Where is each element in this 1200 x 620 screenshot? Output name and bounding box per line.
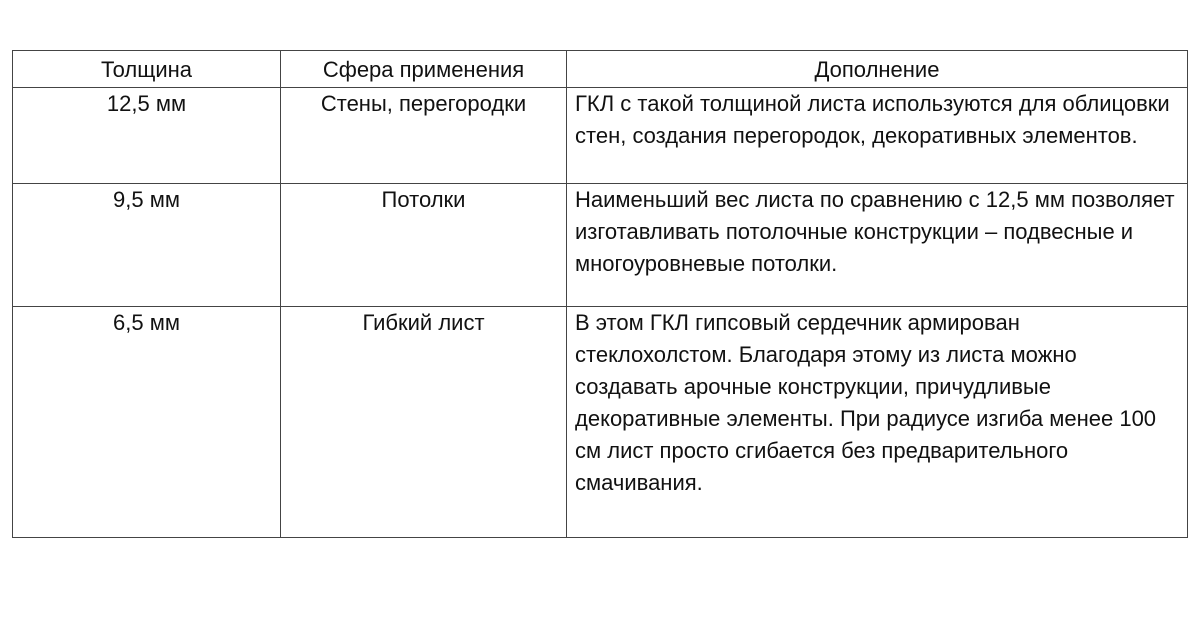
cell-thickness: 6,5 мм	[13, 307, 281, 538]
header-scope: Сфера применения	[281, 51, 567, 88]
cell-note: В этом ГКЛ гипсовый сердечник армирован стеклохолстом. Благодаря этому из листа можно создавать арочные конструкции, причудливые декоративные элементы. При радиусе изгиба менее 100 см лист просто сгибается без предварительного смачивания.	[567, 307, 1188, 538]
cell-scope: Гибкий лист	[281, 307, 567, 538]
header-thickness: Толщина	[13, 51, 281, 88]
cell-thickness: 9,5 мм	[13, 184, 281, 307]
cell-note: Наименьший вес листа по сравнению с 12,5 мм позволяет изготавливать потолочные конструкции – подвесные и многоуровневые потолки.	[567, 184, 1188, 307]
cell-note: ГКЛ с такой толщиной листа используются для облицовки стен, создания перегородок, декоративных элементов.	[567, 88, 1188, 184]
table-row	[13, 307, 1188, 538]
cell-scope: Стены, перегородки	[281, 88, 567, 184]
cell-thickness: 12,5 мм	[13, 88, 281, 184]
table-header-row	[13, 51, 1188, 88]
drywall-table	[12, 50, 1188, 538]
table-row	[13, 184, 1188, 307]
header-note: Дополнение	[567, 51, 1188, 88]
table-row	[13, 88, 1188, 184]
cell-scope: Потолки	[281, 184, 567, 307]
